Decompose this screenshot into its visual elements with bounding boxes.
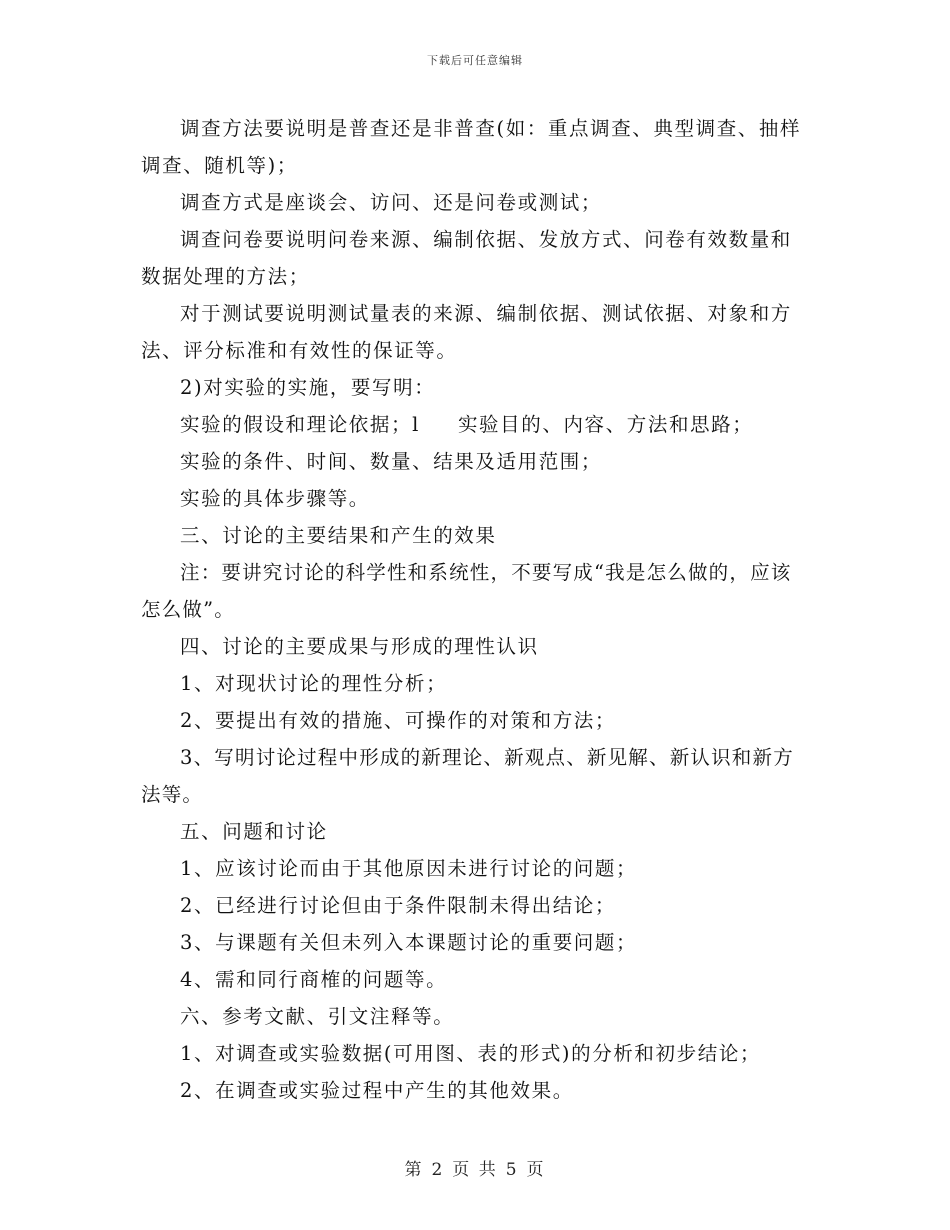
footer-prefix: 第	[404, 1160, 424, 1180]
list-item-4-3: 3、写明讨论过程中形成的新理论、新观点、新见解、新认识和新方法等。	[141, 746, 794, 806]
section-heading-3: 三、讨论的主要结果和产生的效果	[180, 524, 497, 547]
list-item-5-3: 3、与课题有关但未列入本课题讨论的重要问题；	[180, 931, 638, 954]
document-body	[141, 110, 809, 1109]
page-number: 2	[431, 1160, 445, 1180]
page-header: 下载后可任意编辑	[427, 54, 523, 67]
paragraph-experiment-hypothesis	[141, 406, 809, 443]
hypothesis-text: 实验的假设和理论依据；l	[180, 413, 420, 436]
paragraph-questionnaire: 调查问卷要说明问卷来源、编制依据、发放方式、问卷有效数量和数据处理的方法；	[141, 228, 792, 288]
page-footer	[0, 1155, 950, 1180]
list-item-5-1: 1、应该讨论而由于其他原因未进行讨论的问题；	[180, 857, 638, 880]
paragraph-test: 对于测试要说明测试量表的来源、编制依据、测试依据、对象和方法、评分标准和有效性的保证等。	[141, 302, 792, 362]
list-item-4-1: 1、对现状讨论的理性分析；	[180, 672, 448, 695]
paragraph-experiment-conditions: 实验的条件、时间、数量、结果及适用范围；	[180, 450, 603, 473]
paragraph-survey-method: 调查方法要说明是普查还是非普查(如：重点调查、典型调查、抽样调查、随机等)；	[141, 117, 802, 177]
list-item-5-4: 4、需和同行商榷的问题等。	[180, 968, 448, 991]
paragraph-experiment-heading: 2)对实验的实施，要写明：	[180, 376, 436, 399]
footer-suffix: 页	[526, 1160, 546, 1180]
purpose-text: 实验目的、内容、方法和思路；	[457, 413, 754, 436]
page-total: 5	[505, 1160, 519, 1180]
list-item-4-2: 2、要提出有效的措施、可操作的对策和方法；	[180, 709, 617, 732]
paragraph-note: 注：要讲究讨论的科学性和系统性，不要写成“我是怎么做的，应该怎么做”。	[141, 561, 792, 621]
section-heading-4: 四、讨论的主要成果与形成的理性认识	[180, 635, 539, 658]
list-item-6-1: 1、对调查或实验数据(可用图、表的形式)的分析和初步结论；	[180, 1042, 762, 1065]
section-heading-6: 六、参考文献、引文注释等。	[180, 1005, 455, 1028]
paragraph-survey-mode: 调查方式是座谈会、访问、还是问卷或测试；	[180, 191, 603, 214]
section-heading-5: 五、问题和讨论	[180, 820, 328, 843]
list-item-6-2: 2、在调查或实验过程中产生的其他效果。	[180, 1079, 574, 1102]
paragraph-experiment-steps: 实验的具体步骤等。	[180, 487, 370, 510]
footer-mid: 页 共	[452, 1160, 498, 1180]
list-item-5-2: 2、已经进行讨论但由于条件限制未得出结论；	[180, 894, 617, 917]
